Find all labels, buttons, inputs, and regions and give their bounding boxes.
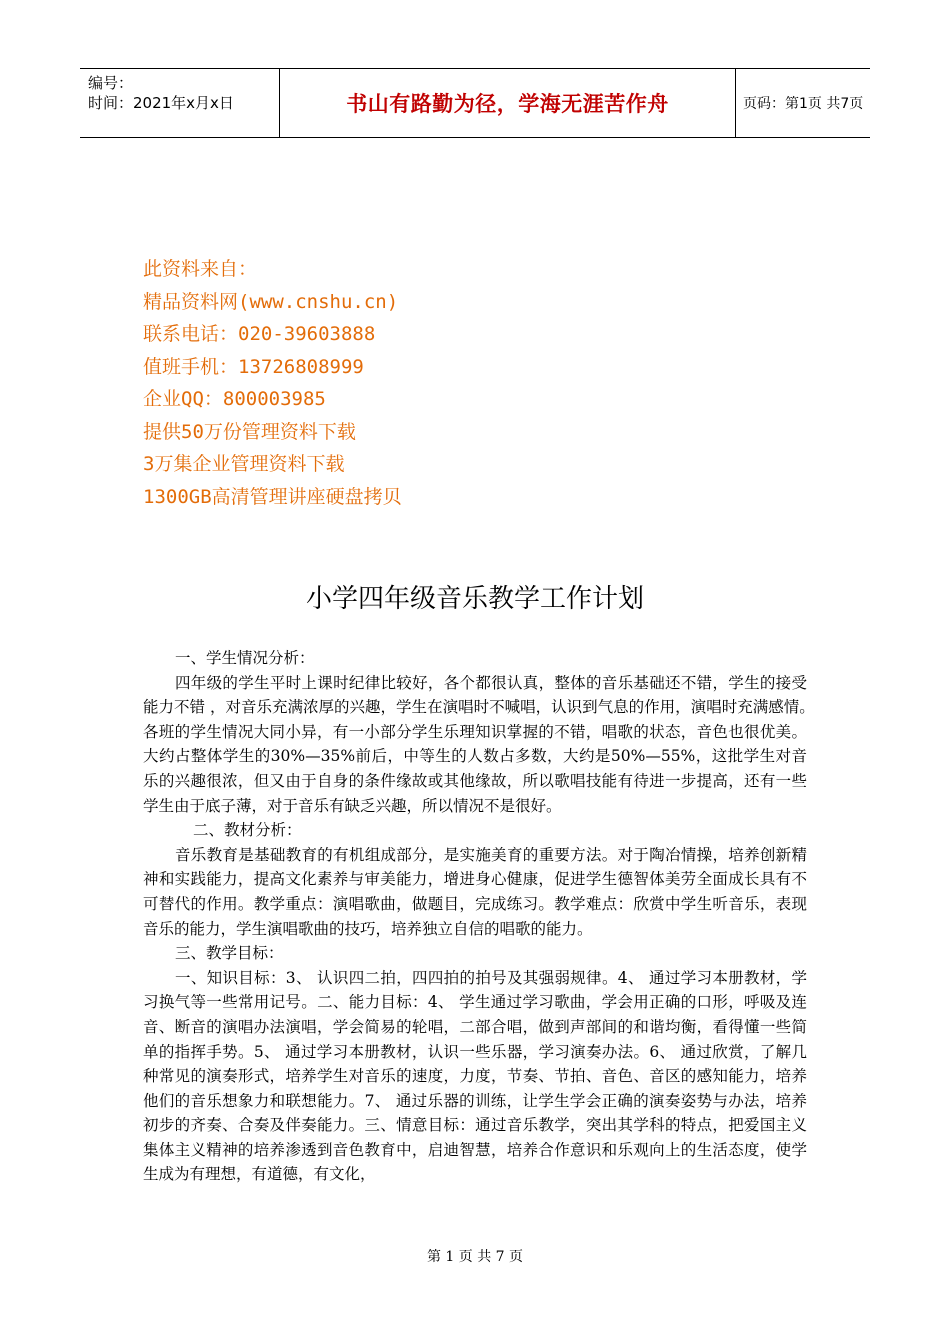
header-meta <box>80 69 280 137</box>
section-heading: 三、教学目标： <box>175 944 284 963</box>
header-motto-cell <box>280 69 736 137</box>
paragraph: 音乐教育是基础教育的有机组成部分，是实施美育的重要方法。对于陶冶情操，培养创新精神和实践能力，提高文化素养与审美能力，增进身心健康，促进学生德智体美劳全面成长具有不可替代的作用。教学重点：演唱歌曲，做题目，完成练习。教学难点：欣赏中学生听音乐，表现音乐的能力，学生演唱歌曲的技巧，培养独立自信的唱歌的能力。 <box>143 845 807 938</box>
section-heading: 一、学生情况分析： <box>175 649 315 667</box>
paragraph: 四年级的学生平时上课时纪律比较好，各个都很认真，整体的音乐基础还不错，学生的接受能力不错 ，对音乐充满浓厚的兴趣，学生在演唱时不喊唱，认识到气息的作用，演唱时充满感情。 各班的学生情况大同小异，有一小部分学生乐理知识掌握的不错，唱歌的状态，音色也很优美。大约占整体学生的30%—35%前后，中等生的人数占多数，大约是50%—55%，这批学生对音乐的兴趣很浓，但又由于自身的条件缘故或其他缘故，所以歌唱技能有待进一步提高，还有一些学生由于底子薄，对于音乐有缺乏兴趣，所以情况不是很好。 <box>143 673 839 815</box>
header-page-info-cell <box>735 69 870 137</box>
source-info-block <box>143 253 402 513</box>
document-header <box>80 68 870 138</box>
source-line: 精品资料网(www.cnshu.cn) <box>143 290 399 313</box>
source-line: 此资料来自： <box>143 258 258 280</box>
source-line: 值班手机：13726808999 <box>143 355 364 378</box>
page-footer: 第 1 页 共 7 页 <box>426 1249 524 1265</box>
document-title: 小学四年级音乐教学工作计划 <box>305 584 644 614</box>
section-heading: 二、教材分析： <box>193 821 302 840</box>
document-body <box>143 646 839 1187</box>
number-label: 编号： <box>88 74 134 92</box>
header-motto: 书山有路勤为径，学海无涯苦作舟 <box>346 92 669 116</box>
paragraph: 一、知识目标：3、 认识四二拍，四四拍的拍号及其强弱规律。4、 通过学习本册教材，学习换气等一些常用记号。二、能力目标：4、 学生通过学习歌曲，学会用正确的口形，呼吸及连音、断音的演唱办法演唱，学会简易的轮唱，二部合唱，做到声部间的和谐均衡，看得懂一些简单的指挥手势。5、 通过学习本册教材，认识一些乐器，学习演奏办法。6、 通过欣赏，了解几种常见的演奏形式，培养学生对音乐的速度，力度，节奏、节拍、音色、音区的感知能力，培养他们的音乐想象力和联想能力。7、 通过乐器的训练，让学生学会正确的演奏姿势与办法，培养初步的齐奏、合奏及伴奏能力。三、情意目标：通过音乐教学，突出其学科的特点，把爱国主义集体主义精神的培养渗透到音色教育中，启迪智慧，培养合作意识和乐观向上的生活态度，使学生成为有理想，有道德，有文化， <box>143 968 807 1184</box>
source-line: 3万集企业管理资料下载 <box>143 453 345 475</box>
source-line: 企业QQ：800003985 <box>143 388 326 410</box>
source-line: 提供50万份管理资料下载 <box>143 420 356 443</box>
source-line: 联系电话：020-39603888 <box>143 323 376 345</box>
source-line: 1300GB高清管理讲座硬盘拷贝 <box>143 485 402 508</box>
header-page-info: 页码：第1页 共7页 <box>743 96 864 112</box>
time-label: 时间：2021年x月x日 <box>88 94 234 112</box>
